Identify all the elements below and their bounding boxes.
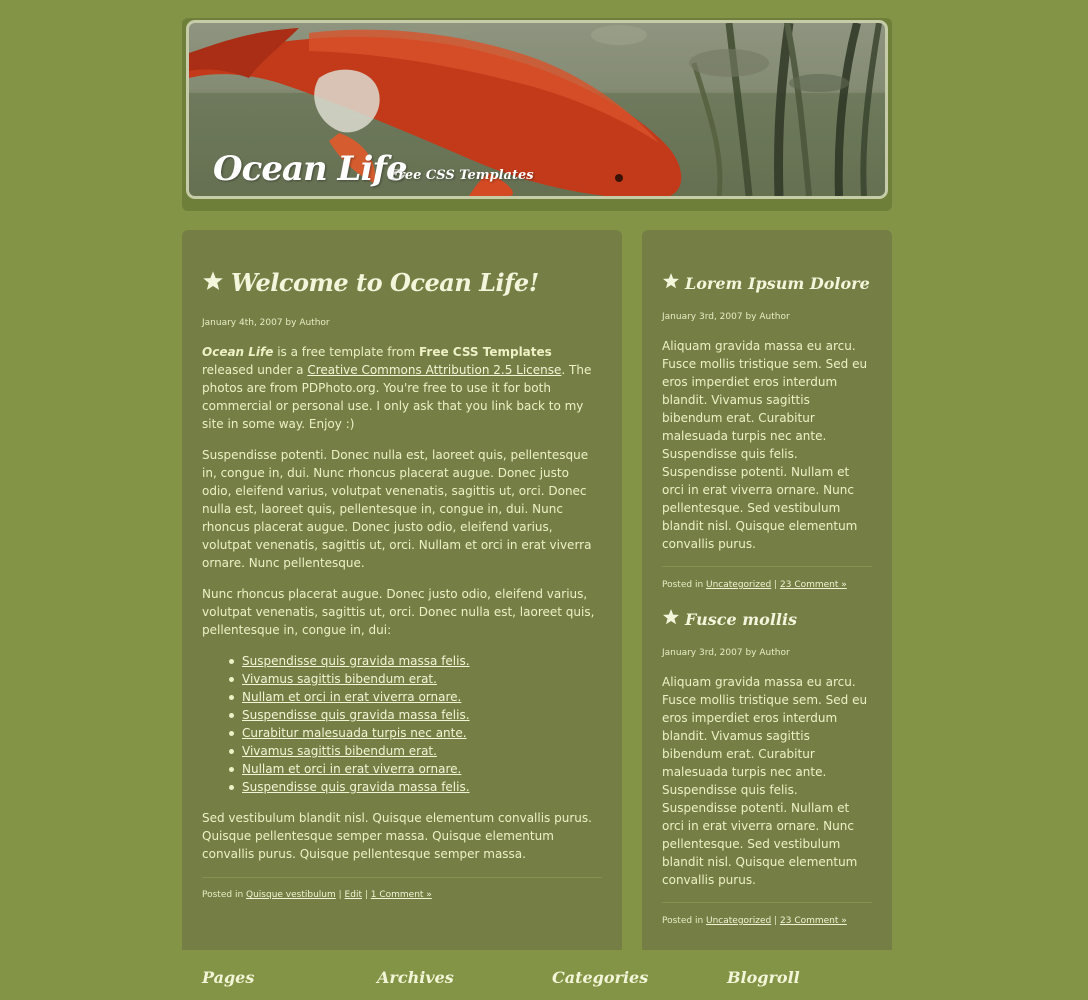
post-intro [202,343,602,433]
list-item [242,778,602,796]
sidebar-post-meta: January 3rd, 2007 by Author [662,648,790,658]
star-icon [662,608,680,626]
list-link[interactable]: Curabitur malesuada turpis nec ante. [242,726,467,740]
star-icon [662,272,680,290]
list-item [242,688,602,706]
separator: | [771,580,780,590]
list-link[interactable]: Suspendisse quis gravida massa felis. [242,708,470,722]
list-link[interactable]: Suspendisse quis gravida massa felis. [242,780,470,794]
intro-text-3: . The photos are from PDPhoto.org. You're free to use it for both commercial or personal use. I only ask that you link back to my site in some way. Enjoy :) [202,363,592,431]
header-banner [186,20,888,199]
category-link[interactable]: Uncategorized [706,916,772,926]
star-icon [202,270,224,292]
sidebar-divider [662,566,872,567]
intro-text-2: released under a [202,363,308,377]
comments-link[interactable]: 23 Comment » [780,580,847,590]
separator: | [335,890,345,900]
sidebar-post-title-text: Fusce mollis [685,610,798,629]
edit-link[interactable]: Edit [344,890,362,900]
sidebar-post-title[interactable] [662,272,872,293]
posted-in-label: Posted in [662,580,707,590]
post-footer [202,890,602,900]
post-divider [202,877,602,878]
main-content [182,230,622,950]
post-paragraph-2: Suspendisse potenti. Donec nulla est, laoreet quis, pellentesque in, congue in, dui. Nunc rhoncus placerat augue. Donec justo odio, eleifend varius, volutpat venenatis, sagittis ut, orci. Donec nulla est, laoreet quis, pellentesque in, congue in, dui. Nunc rhoncus placerat augue. Donec justo odio, eleifend varius, volutpat venenatis, sagittis ut, orci. Nullam et orci in erat viverra ornare. Nunc pellentesque. [202,448,592,570]
footer-heading-blogroll: Blogroll [727,968,800,987]
site-title[interactable]: Ocean Life [213,149,407,189]
posted-in-label: Posted in [662,916,707,926]
sidebar [642,230,892,950]
license-link[interactable]: Creative Commons Attribution 2.5 License [307,363,562,377]
list-link[interactable]: Vivamus sagittis bibendum erat. [242,744,437,758]
list-link[interactable]: Suspendisse quis gravida massa felis. [242,654,470,668]
intro-text-1: is a free template from [273,345,419,359]
category-link[interactable]: Uncategorized [706,580,772,590]
list-link[interactable]: Nullam et orci in erat viverra ornare. [242,690,462,704]
post-paragraph-3: Nunc rhoncus placerat augue. Donec justo odio, eleifend varius, volutpat venenatis, sagittis ut, orci. Donec nulla est, laoreet quis, pellentesque in, congue in, dui: [202,587,595,637]
sidebar-post-footer [662,916,872,926]
sidebar-post-text: Aliquam gravida massa eu arcu. Fusce mollis tristique sem. Sed eu eros imperdiet eros interdum blandit. Vivamus sagittis bibendum erat. Curabitur malesuada turpis nec ante. Suspendisse quis felis. Suspendisse potenti. Nullam et orci in erat viverra ornare. Nunc pellentesque. Sed vestibulum blandit nisl. Quisque elementum convallis purus. [662,339,868,551]
post-paragraph-4: Sed vestibulum blandit nisl. Quisque elementum convallis purus. Quisque pellentesque semper massa. Quisque elementum convallis purus. Quisque pellentesque semper massa. [202,811,592,861]
list-item [242,724,602,742]
sidebar-post-text: Aliquam gravida massa eu arcu. Fusce mollis tristique sem. Sed eu eros imperdiet eros interdum blandit. Vivamus sagittis bibendum erat. Curabitur malesuada turpis nec ante. Suspendisse quis felis. Suspendisse potenti. Nullam et orci in erat viverra ornare. Nunc pellentesque. Sed vestibulum blandit nisl. Quisque elementum convallis purus. [662,675,868,887]
list-item [242,760,602,778]
sidebar-post-title[interactable] [662,608,872,629]
posted-in-label: Posted in [202,890,247,900]
post-meta: January 4th, 2007 by Author [202,318,330,328]
list-item [242,652,602,670]
list-link[interactable]: Vivamus sagittis bibendum erat. [242,672,437,686]
sidebar-post-meta: January 3rd, 2007 by Author [662,312,790,322]
footer-heading-pages: Pages [202,968,255,987]
list-item [242,742,602,760]
sidebar-post-footer [662,580,872,590]
post-title[interactable] [202,230,602,297]
list-item [242,670,602,688]
sidebar-divider [662,902,872,903]
post-title-text: Welcome to Ocean Life! [231,268,539,297]
sidebar-post-title-text: Lorem Ipsum Dolore [685,274,870,293]
site-tagline: Free CSS Templates [389,168,534,183]
brand-name: Ocean Life [202,345,274,359]
comments-link[interactable]: 1 Comment » [370,890,432,900]
comments-link[interactable]: 23 Comment » [780,916,847,926]
list-link[interactable]: Nullam et orci in erat viverra ornare. [242,762,462,776]
category-link[interactable]: Quisque vestibulum [246,890,336,900]
source-name: Free CSS Templates [418,345,552,359]
footer-heading-categories: Categories [552,968,649,987]
footer-heading-archives: Archives [377,968,454,987]
post-link-list [202,652,602,796]
separator: | [361,890,371,900]
list-item [242,706,602,724]
separator: | [771,916,780,926]
